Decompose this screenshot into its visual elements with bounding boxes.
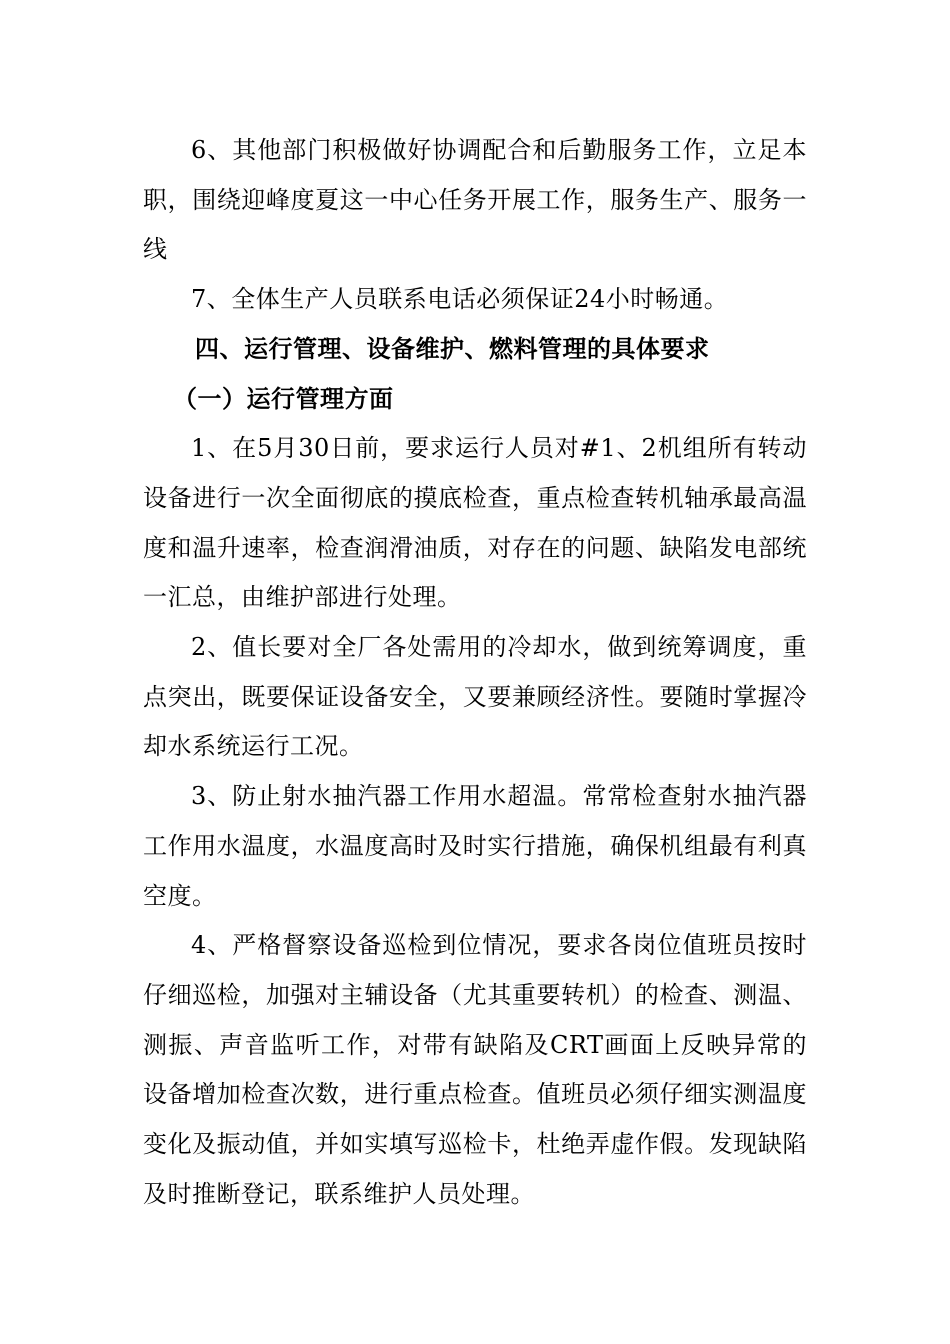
document-body [143,126,807,1219]
paragraph-item-2: 2、值长要对全厂各处需用的冷却水，做到统筹调度，重点突出，既要保证设备安全，又要兼顾经济性。要随时掌握冷却水系统运行工况。 [143,633,807,761]
paragraph-item-6: 6、其他部门积极做好协调配合和后勤服务工作，立足本职，围绕迎峰度夏这一中心任务开展工作，服务生产、服务一线 [143,136,807,264]
paragraph-item-4: 4、严格督察设备巡检到位情况，要求各岗位值班员按时仔细巡检，加强对主辅设备（尤其重要转机）的检查、测温、测振、声音监听工作，对带有缺陷及CRT画面上反映异常的设备增加检查次数，进行重点检查。值班员必须仔细实测温度变化及振动值，并如实填写巡检卡，杜绝弄虚作假。发现缺陷及时推断登记，联系维护人员处理。 [143,931,807,1208]
paragraph-item-1: 1、在5月30日前，要求运行人员对#1、2机组所有转动设备进行一次全面彻底的摸底检查，重点检查转机轴承最高温度和温升速率，检查润滑油质，对存在的问题、缺陷发电部统一汇总，由维护部进行处理。 [143,434,807,612]
section-heading: 四、运行管理、设备维护、燃料管理的具体要求 [195,334,710,363]
paragraph-item-7: 7、全体生产人员联系电话必须保证24小时畅通。 [191,285,729,314]
paragraph-item-3: 3、防止射水抽汽器工作用水超温。常常检查射水抽汽器工作用水温度，水温度高时及时实行措施，确保机组最有利真空度。 [143,782,807,910]
subsection-heading: （一）运行管理方面 [173,384,394,413]
